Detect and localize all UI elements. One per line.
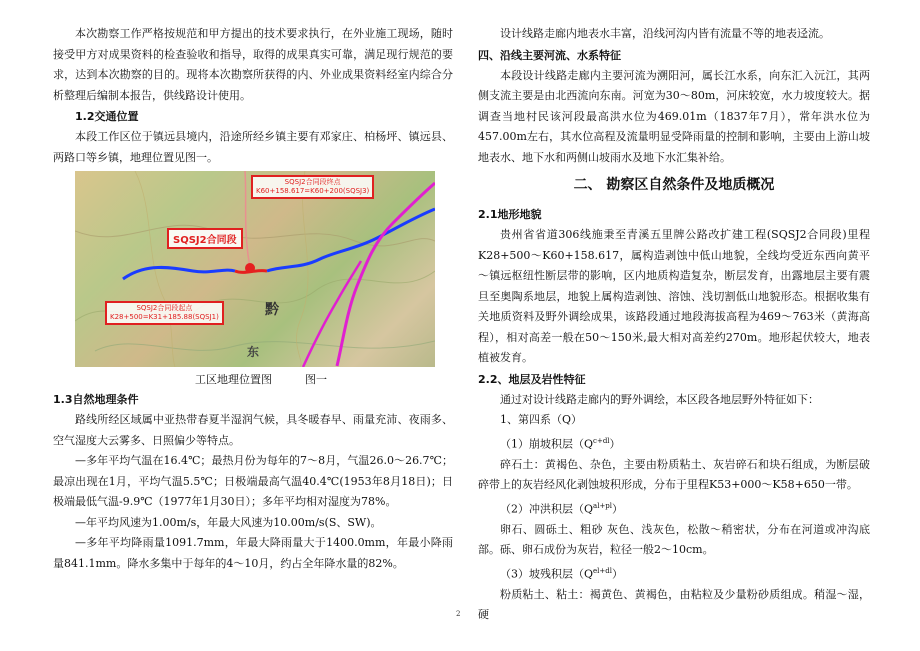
section-end-label [251,175,374,199]
surface-water-paragraph: 设计线路走廊内地表水丰富，沿线河沟内皆有流量不等的地表迳流。 [500,27,830,40]
section-start-text: SQSJ2合同段起点 K28+500=K31+185.88(SQSJ1) [110,304,219,321]
temperature-paragraph: —多年平均气温在16.4℃；最热月份为每年的7～8月，气温26.0～26.7℃；最凉出现在1月，平均气温5.5℃；日极端最高气温40.4℃(1953年8月18日)；日极端最低气温-9.9℃（1977年1月30日）；多年平均相对湿度为78%。 [53,454,453,508]
place-dong: 东 [247,345,260,359]
alluvial-paragraph: 卵石、圆砾土、粗砂 灰色、浅灰色，松散～稍密状，分布在河道或冲沟底部。砾、卵石成份为灰岩，粒径一般2～10cm。 [478,522,870,557]
place-qian: 黔 [265,302,279,318]
map-graphic [75,171,435,367]
location-map [75,171,435,367]
traffic-paragraph: 本段工作区位于镇远县境内，沿途所经乡镇主要有邓家庄、柏杨坪、镇远县、两路口等乡镇，地理位置见图一。 [53,130,453,164]
right-column [478,24,870,626]
terrain-paragraph: 贵州省省道306线施秉至青溪五里牌公路改扩建工程(SQSJ2合同段)里程K28+500～K60+158.617，属构造剥蚀中低山地貌，全线均受近东西向黄平～镇远枢纽性断层带的影响，区内地质构造复杂，断层发育，出露地层主要有震旦至奥陶系地层，地貌上属构造剥蚀、溶蚀、浅切割低山地貌形态。根据收集有关地质资料及野外调绘成果，该路段通过地段海拔高程为469～763米（黄海高程），相对高差一般在50～150米,最大相对高差约270m。地形起伏较大，地表植被发育。 [478,228,870,364]
heading-traffic: 1.2交通位置 [75,110,139,123]
map-caption [53,371,453,389]
intro-paragraph: 本次勘察工作严格按规范和甲方提出的技术要求执行，在外业施工现场，随时接受甲方对成果资料的检查验收和指导，取得的成果真实可靠，满足现行规范的要求，达到本次勘察的目的。现将本次勘察所获得的内、外业成果资料经室内综合分析整理后编制本报告，供线路设计使用。 [53,27,453,102]
heading-nature: 1.3自然地理条件 [53,393,139,406]
chapter-heading: 二、 勘察区自然条件及地质概况 [573,177,775,193]
rainfall-paragraph: —多年平均降雨量1091.7mm，年最大降雨量大于1400.0mm，年最小降雨量841.1mm。降水多集中于每年的4～10月，约占全年降水量的82%。 [53,536,453,570]
heading-rivers: 四、沿线主要河流、水系特征 [478,48,621,62]
rivers-paragraph: 本段设计线路走廊内主要河流为溯阳河，属长江水系，向东汇入沅江，其两侧支流主要是由北西流向东南。河宽为30～80m，河床较宽，水力坡度较大。据调查当地村民该河段最高洪水位为469.01m（1837年7月），常年洪水位为457.00m左右，其水位高程及流量明显受降雨量的控制和影响，主要由上游山坡地表水、地下水和两侧山坡雨水及地下水汇集补给。 [478,68,870,164]
climate-paragraph: 路线所经区域属中亚热带春夏半湿润气候，具冬暖春早、雨量充沛、夜雨多、空气湿度大云雾多、日照偏少等特点。 [53,413,453,447]
map-caption-number: 图一 [305,373,327,386]
alluvial-title-text: （2）冲洪积层（Q [500,502,594,516]
colluvial-sup: c+dl [593,436,610,445]
colluvial-title [478,431,870,455]
alluvial-title-close: ） [612,502,624,516]
map-caption-title: 工区地理位置图 [195,373,272,386]
eluvial-title [478,561,870,585]
colluvial-paragraph: 碎石土：黄褐色、杂色，主要由粉质粘土、灰岩碎石和块石组成，为断层破碎带上的灰岩经风化剥蚀坡积形成，分布于里程K53+000～K58+650一带。 [478,457,870,492]
page-number: 2 [456,610,461,618]
section-start-label [105,301,224,325]
town-marker [245,263,255,273]
alluvial-title [478,496,870,520]
left-column [53,24,453,574]
heading-strata: 2.2、地层及岩性特征 [478,372,586,386]
heading-terrain: 2.1地形地貌 [478,208,542,221]
eluvial-paragraph: 粉质粘土、粘土：褐黄色、黄褐色，由粘粒及少量粉砂质组成。稍湿～湿，硬 [478,587,870,622]
colluvial-title-text: （1）崩坡积层（Q [500,437,594,451]
eluvial-sup: el+dl [593,566,612,575]
strata-intro-paragraph: 通过对设计线路走廊内的野外调绘，本区段各地层野外特征如下： [500,392,819,406]
alluvial-sup: al+pl [593,501,613,510]
wind-paragraph: —年平均风速为1.00m/s，年最大风速为10.00m/s(S、SW)。 [75,515,382,529]
eluvial-title-close: ） [612,567,623,581]
section-end-text: SQSJ2合同段终点 K60+158.617=K60+200(SQSJ3) [256,178,370,195]
colluvial-title-close: ） [609,437,621,451]
quaternary-title: 1、第四系（Q） [500,413,583,426]
eluvial-title-text: （3）坡残积层（Q [500,567,594,581]
section-name-label: SQSJ2合同段 [167,228,243,249]
